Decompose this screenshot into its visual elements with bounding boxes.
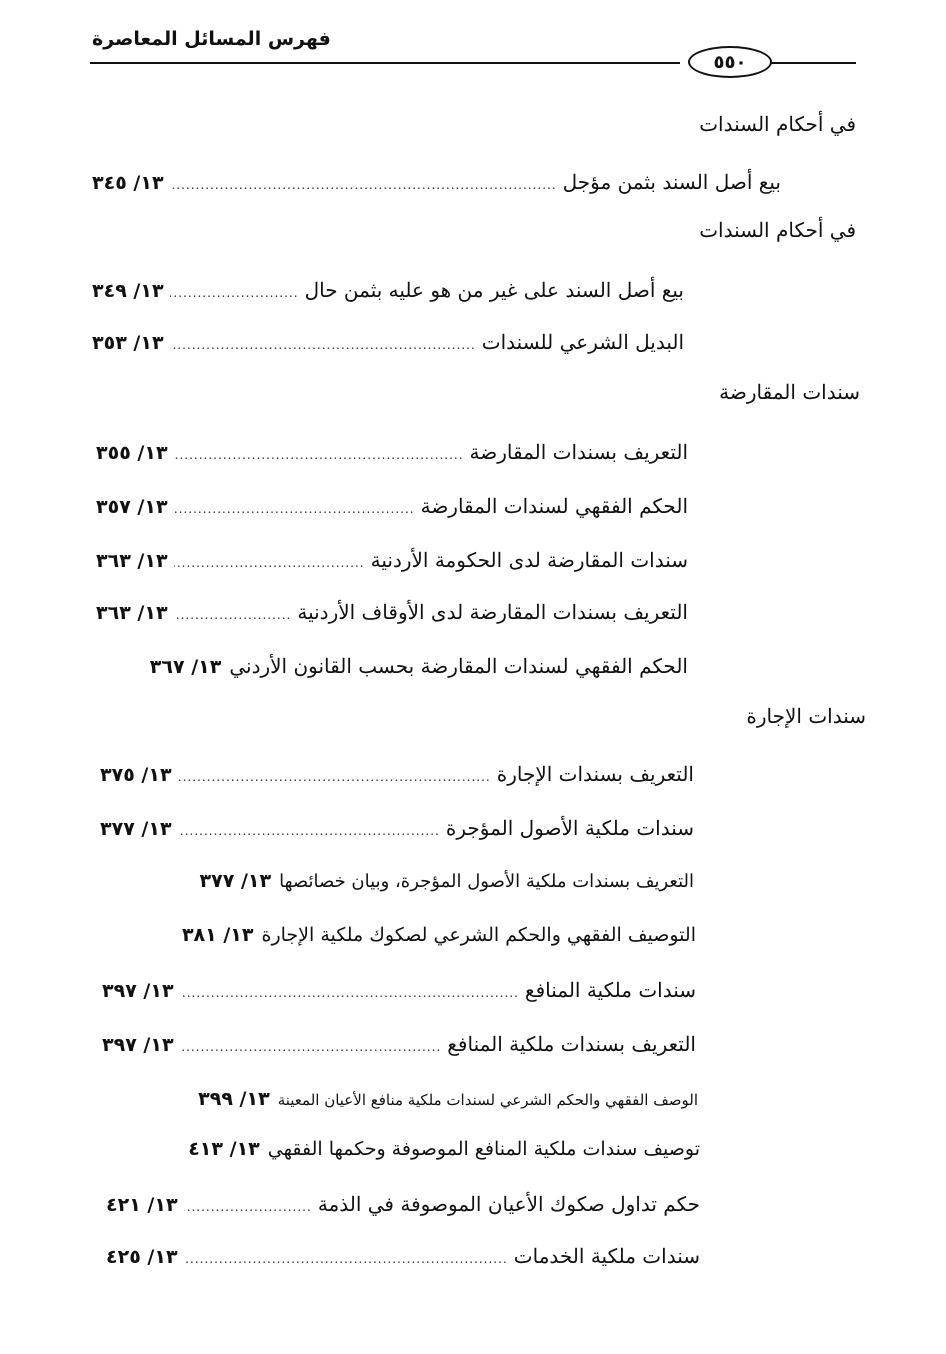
entry-title: التعريف بسندات الإجارة [496, 762, 694, 786]
section-heading: في أحكام السندات [699, 112, 856, 136]
entry-reference: ١٣/ ٣٨١ [181, 924, 254, 946]
entry-reference: ١٣/ ٣٤٩ [92, 280, 164, 302]
entry-reference: ١٣/ ٣٩٩ [198, 1088, 270, 1110]
entry-title: الوصف الفقهي والحكم الشرعي لسندات ملكية منافع الأعيان المعينة [277, 1091, 698, 1109]
header-rule [770, 62, 856, 64]
dot-leader [174, 502, 415, 516]
index-entry [96, 654, 688, 678]
section-heading: سندات الإجارة [746, 704, 866, 728]
entry-reference: ١٣/ ٤١٣ [188, 1138, 260, 1160]
entry-reference: ١٣/ ٤٢٥ [106, 1246, 178, 1268]
index-entry [104, 1088, 698, 1110]
entry-title: سندات ملكية الأصول المؤجرة [445, 816, 694, 840]
index-entry [106, 1244, 700, 1268]
entry-title: حكم تداول صكوك الأعيان الموصوفة في الذمة [317, 1192, 700, 1216]
entry-title: بيع أصل السند بثمن مؤجل [562, 170, 781, 194]
dot-leader [170, 338, 476, 352]
entry-reference: ١٣/ ٣٥٥ [96, 442, 168, 464]
index-entry [102, 978, 696, 1002]
index-entry [96, 440, 688, 464]
entry-title: سندات ملكية المنافع [524, 978, 696, 1002]
index-entry [102, 1032, 696, 1056]
entry-title: سندات المقارضة لدى الحكومة الأردنية [370, 548, 688, 572]
entry-reference: ١٣/ ٣٤٥ [92, 172, 164, 194]
dot-leader [170, 286, 299, 300]
dot-leader [178, 824, 440, 838]
dot-leader [174, 556, 365, 570]
index-entry [100, 762, 694, 786]
entry-title: التعريف بسندات المقارضة [469, 440, 688, 464]
index-entry [106, 1192, 700, 1216]
entry-title: الحكم الفقهي لسندات المقارضة بحسب القانون الأردني [229, 654, 688, 678]
dot-leader [170, 178, 557, 192]
section-heading: في أحكام السندات [699, 218, 856, 242]
entry-title: بيع أصل السند على غير من هو عليه بثمن حال [304, 278, 684, 302]
entry-title: سندات ملكية الخدمات [513, 1244, 700, 1268]
page-number: ٥٥٠ [688, 46, 772, 78]
entry-title: البديل الشرعي للسندات [481, 330, 684, 354]
index-entry [100, 870, 694, 892]
dot-leader [174, 608, 292, 622]
index-entry [96, 494, 688, 518]
entry-reference: ١٣/ ٣٧٥ [100, 764, 172, 786]
entry-reference: ١٣/ ٣٩٧ [102, 980, 174, 1002]
index-entry [100, 816, 694, 840]
dot-leader [184, 1200, 312, 1214]
index-entry [96, 548, 688, 572]
entry-reference: ١٣/ ٣٦٣ [96, 550, 168, 572]
dot-leader [184, 1252, 508, 1266]
index-entry [92, 170, 781, 194]
entry-reference: ١٣/ ٣٦٧ [149, 656, 222, 678]
dot-leader [180, 1040, 442, 1054]
entry-reference: ١٣/ ٣٦٣ [96, 602, 168, 624]
entry-reference: ١٣/ ٣٧٧ [199, 870, 272, 892]
entry-title: التعريف بسندات المقارضة لدى الأوقاف الأردنية [297, 600, 688, 624]
entry-title: التعريف بسندات ملكية الأصول المؤجرة، وبيان خصائصها [279, 871, 694, 892]
index-entry [92, 278, 684, 302]
entry-reference: ١٣/ ٣٥٧ [96, 496, 168, 518]
entry-title: الحكم الفقهي لسندات المقارضة [420, 494, 688, 518]
dot-leader [174, 448, 464, 462]
index-entry [96, 600, 688, 624]
dot-leader [180, 986, 519, 1000]
header-rule [90, 62, 680, 64]
section-heading: سندات المقارضة [719, 380, 860, 404]
entry-title: التوصيف الفقهي والحكم الشرعي لصكوك ملكية الإجارة [261, 924, 696, 946]
entry-title: التعريف بسندات ملكية المنافع [447, 1032, 696, 1056]
index-entry [92, 330, 684, 354]
entry-reference: ١٣/ ٣٥٣ [92, 332, 164, 354]
index-entry [106, 1138, 700, 1160]
index-entry [102, 924, 696, 946]
entry-reference: ١٣/ ٣٧٧ [100, 818, 172, 840]
entry-reference: ١٣/ ٣٩٧ [102, 1034, 174, 1056]
entry-reference: ١٣/ ٤٢١ [106, 1194, 178, 1216]
running-title: فهرس المسائل المعاصرة [92, 28, 331, 50]
entry-title: توصيف سندات ملكية المنافع الموصوفة وحكمها الفقهي [267, 1138, 700, 1160]
dot-leader [178, 770, 491, 784]
